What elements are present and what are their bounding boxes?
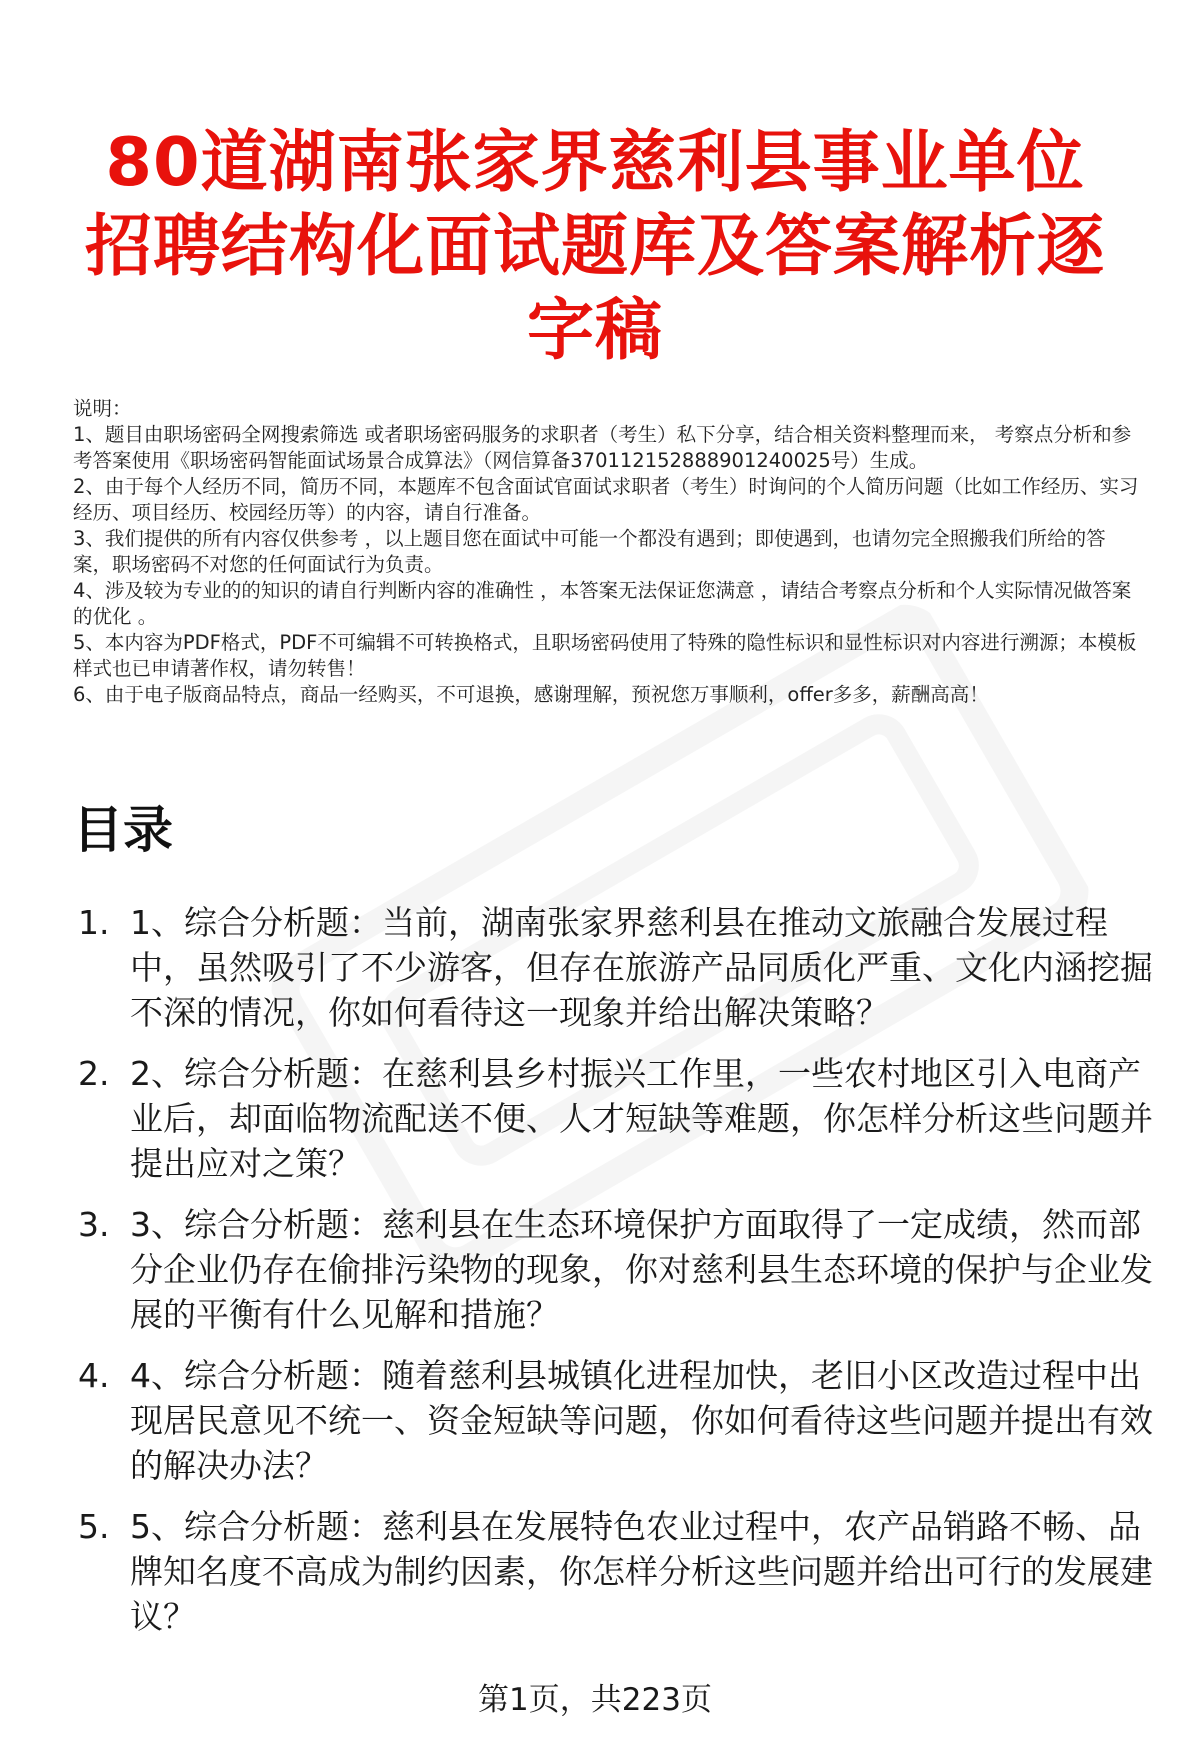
table-of-contents <box>78 900 1168 1655</box>
note-item: 2、由于每个人经历不同，简历不同，本题库不包含面试官面试求职者（考生）时询问的个人简历问题（比如工作经历、实习经历、项目经历、校园经历等）的内容，请自行准备。 <box>73 475 1139 524</box>
toc-item-text: 5、综合分析题：慈利县在发展特色农业过程中，农产品销路不畅、品牌知名度不高成为制约因素，你怎样分析这些问题并给出可行的发展建议？ <box>130 1507 1153 1636</box>
toc-item[interactable] <box>78 900 1168 1035</box>
toc-item-number: 4. <box>78 1356 110 1395</box>
toc-heading: 目录 <box>73 801 173 859</box>
toc-item-text: 3、综合分析题：慈利县在生态环境保护方面取得了一定成绩，然而部分企业仍存在偷排污染物的现象，你对慈利县生态环境的保护与企业发展的平衡有什么见解和措施？ <box>130 1205 1153 1334</box>
disclaimer-notes <box>73 396 1143 708</box>
toc-item[interactable] <box>78 1353 1168 1488</box>
note-item: 1、题目由职场密码全网搜索筛选 或者职场密码服务的求职者（考生）私下分享，结合相关资料整理而来， 考察点分析和参考答案使用《职场密码智能面试场景合成算法》（网信算备370112152888901240025号）生成。 <box>73 423 1132 472</box>
toc-item-text: 1、综合分析题：当前，湖南张家界慈利县在推动文旅融合发展过程中，虽然吸引了不少游客，但存在旅游产品同质化严重、文化内涵挖掘不深的情况，你如何看待这一现象并给出解决策略？ <box>130 903 1153 1032</box>
toc-item-number: 3. <box>78 1205 110 1244</box>
toc-item-number: 5. <box>78 1507 110 1546</box>
toc-item-number: 1. <box>78 903 110 942</box>
note-item: 3、我们提供的所有内容仅供参考 ，以上题目您在面试中可能一个都没有遇到；即使遇到，也请勿完全照搬我们所给的答案，职场密码不对您的任何面试行为负责。 <box>73 527 1106 576</box>
toc-item-number: 2. <box>78 1054 110 1093</box>
toc-item[interactable] <box>78 1202 1168 1337</box>
toc-item[interactable] <box>78 1504 1168 1639</box>
note-item: 4、涉及较为专业的的知识的请自行判断内容的准确性 ，本答案无法保证您满意 ，请结合考察点分析和个人实际情况做答案的优化 。 <box>73 579 1132 628</box>
toc-item-text: 2、综合分析题：在慈利县乡村振兴工作里，一些农村地区引入电商产业后，却面临物流配送不便、人才短缺等难题，你怎样分析这些问题并提出应对之策？ <box>130 1054 1153 1183</box>
document-title: 80道湖南张家界慈利县事业单位招聘结构化面试题库及答案解析逐字稿 <box>85 123 1105 369</box>
note-item: 5、本内容为PDF格式，PDF不可编辑不可转换格式，且职场密码使用了特殊的隐性标识和显性标识对内容进行溯源；本模板样式也已申请著作权，请勿转售！ <box>73 631 1137 680</box>
page-number-footer: 第1页，共223页 <box>478 1682 712 1718</box>
toc-item-text: 4、综合分析题：随着慈利县城镇化进程加快，老旧小区改造过程中出现居民意见不统一、资金短缺等问题，你如何看待这些问题并提出有效的解决办法？ <box>130 1356 1153 1485</box>
toc-item[interactable] <box>78 1051 1168 1186</box>
note-item: 6、由于电子版商品特点，商品一经购买，不可退换，感谢理解，预祝您万事顺利，offer多多，薪酬高高！ <box>73 683 989 706</box>
notes-heading: 说明： <box>73 397 132 420</box>
